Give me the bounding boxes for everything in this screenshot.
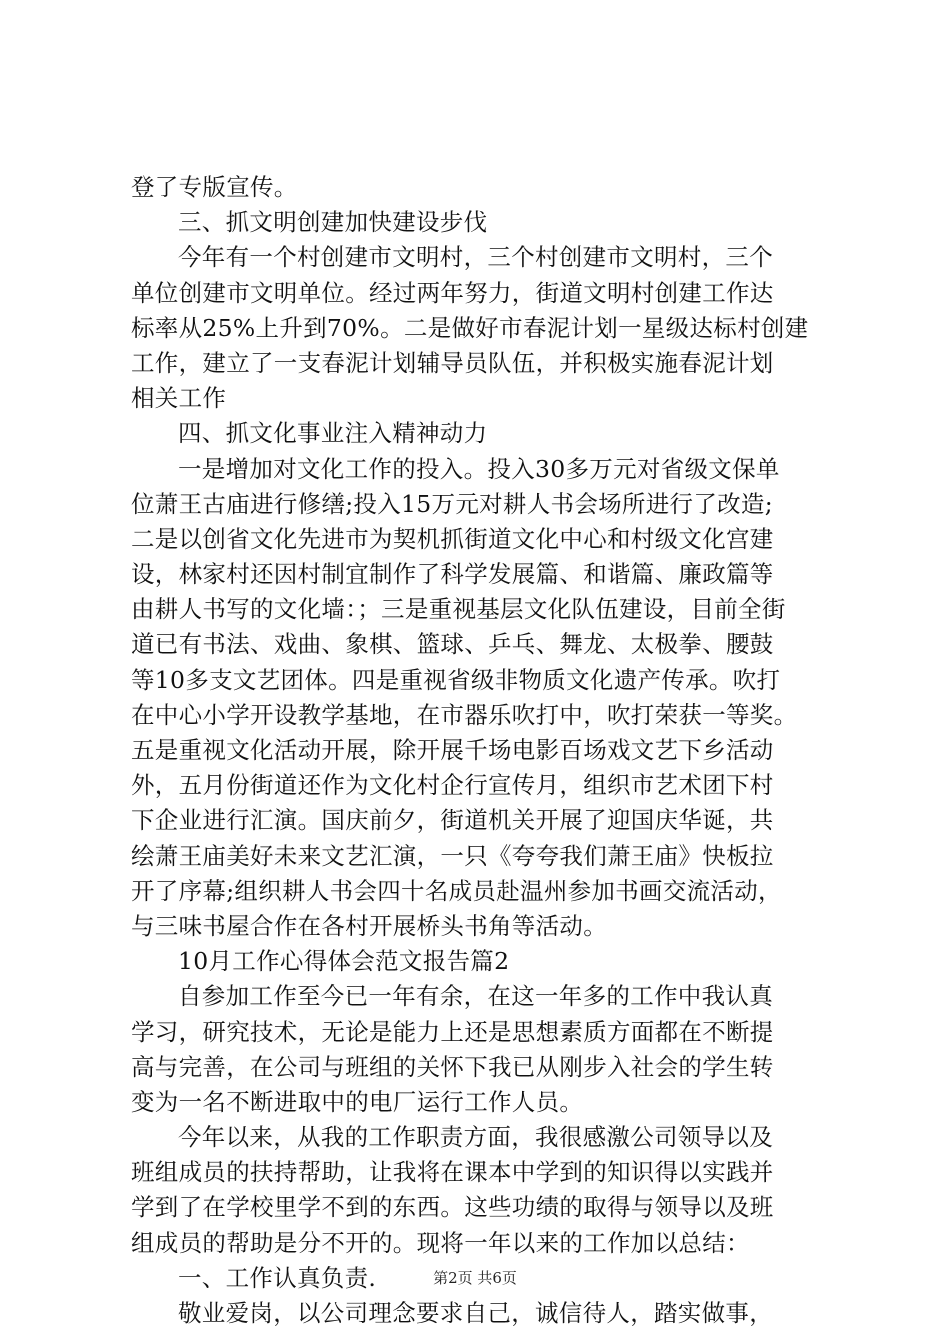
text-line: 今年以来，从我的工作职责方面，我很感激公司领导以及: [178, 1123, 773, 1152]
text-line: 组成员的帮助是分不开的。现将一年以来的工作加以总结：: [131, 1228, 750, 1257]
text-line: 等10多支文艺团体。四是重视省级非物质文化遗产传承。吹打: [131, 665, 781, 694]
text-line: 四、抓文化事业注入精神动力: [178, 419, 488, 448]
text-line: 位萧王古庙进行修缮;投入15万元对耕人书会场所进行了改造;: [131, 489, 773, 518]
text-line: 在中心小学开设教学基地，在市器乐吹打中，吹打荣获一等奖。: [131, 700, 798, 729]
text-line: 敬业爱岗，以公司理念要求自己，诚信待人，踏实做事，: [178, 1299, 773, 1327]
text-line: 工作，建立了一支春泥计划辅导员队伍，并积极实施春泥计划: [131, 348, 774, 377]
text-line: 由耕人书写的文化墙：；三是重视基层文化队伍建设，目前全街: [131, 595, 786, 624]
text-line: 今年有一个村创建市文明村，三个村创建市文明村，三个: [178, 243, 773, 272]
document-body: [131, 170, 831, 1331]
text-line: 三、抓文明创建加快建设步伐: [178, 208, 488, 237]
text-line: 二是以创省文化先进市为契机抓街道文化中心和村级文化宫建: [131, 524, 774, 553]
text-line: 外，五月份街道还作为文化村企行宣传月，组织市艺术团下村: [131, 771, 774, 800]
text-line: 一是增加对文化工作的投入。投入30多万元对省级文保单: [178, 454, 780, 483]
text-line: 10月工作心得体会范文报告篇2: [178, 947, 510, 976]
text-line: 变为一名不断进取中的电厂运行工作人员。: [131, 1087, 584, 1116]
text-line: 一、工作认真负责.: [178, 1263, 377, 1292]
text-line: 设，林家村还因村制宜制作了科学发展篇、和谐篇、廉政篇等: [131, 560, 774, 589]
text-line: 登了专版宣传。: [131, 173, 298, 201]
page-number: 第2页 共6页: [433, 1269, 517, 1287]
text-line: 开了序幕;组织耕人书会四十名成员赴温州参加书画交流活动，: [131, 876, 782, 905]
text-line: 班组成员的扶持帮助，让我将在课本中学到的知识得以实践并: [131, 1158, 774, 1187]
text-line: 绘萧王庙美好未来文艺汇演，一只《夸夸我们萧王庙》快板拉: [131, 841, 774, 870]
text-line: 自参加工作至今已一年有余，在这一年多的工作中我认真: [178, 982, 773, 1011]
text-line: 道已有书法、戏曲、象棋、篮球、乒乓、舞龙、太极拳、腰鼓: [131, 630, 774, 659]
text-line: 高与完善，在公司与班组的关怀下我已从刚步入社会的学生转: [131, 1052, 774, 1081]
text-line: 学习，研究技术，无论是能力上还是思想素质方面都在不断提: [131, 1017, 774, 1046]
text-line: 标率从25%上升到70%。二是做好市春泥计划一星级达标村创建: [131, 313, 809, 342]
text-line: 学到了在学校里学不到的东西。这些功绩的取得与领导以及班: [131, 1193, 774, 1222]
text-line: 下企业进行汇演。国庆前夕，街道机关开展了迎国庆华诞，共: [131, 806, 774, 835]
text-line: 相关工作: [131, 384, 227, 413]
text-line: 五是重视文化活动开展，除开展千场电影百场戏文艺下乡活动: [131, 736, 774, 764]
text-line: 单位创建市文明单位。经过两年努力，街道文明村创建工作达: [131, 278, 774, 307]
text-line: 与三味书屋合作在各村开展桥头书角等活动。: [131, 911, 607, 940]
